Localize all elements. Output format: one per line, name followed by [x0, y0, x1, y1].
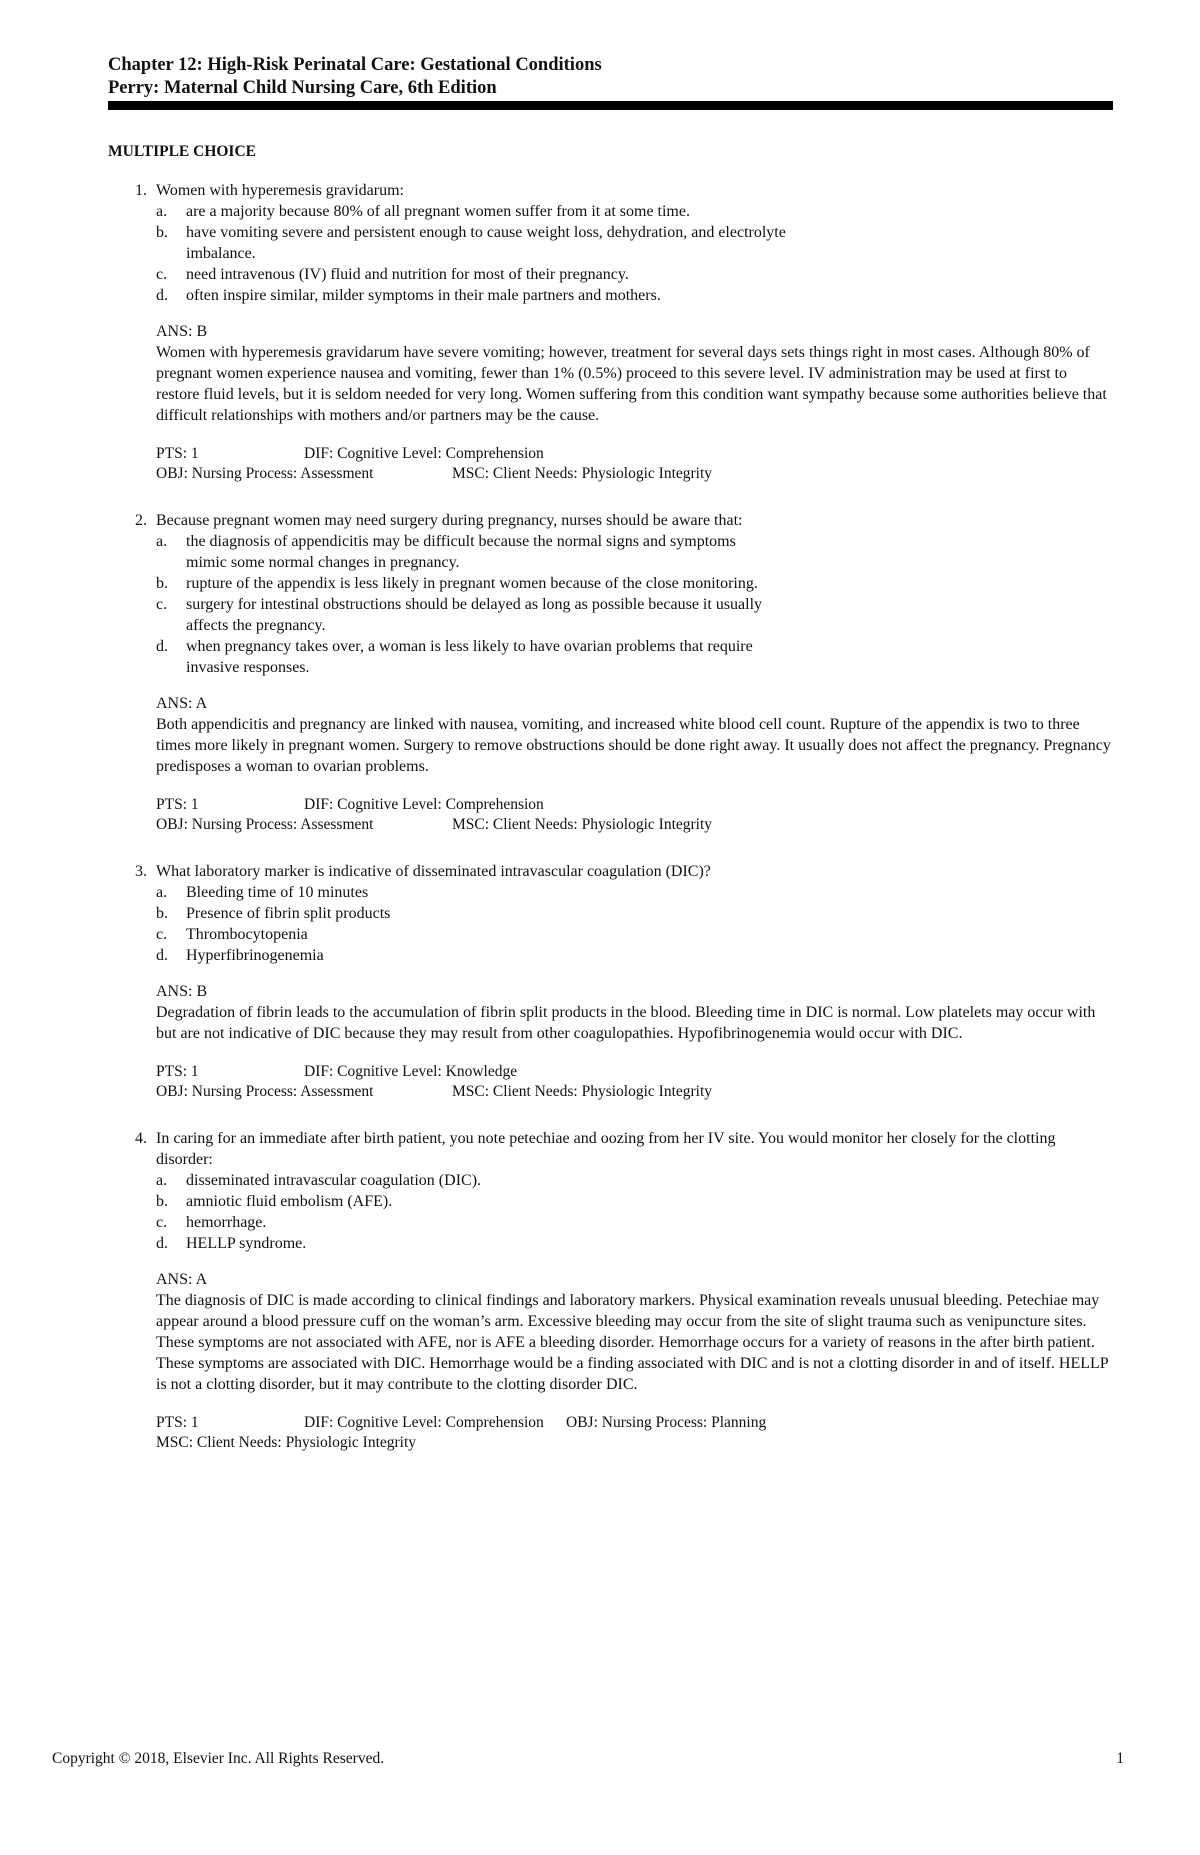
- msc-client-needs: MSC: Client Needs: Physiologic Integrity: [452, 465, 713, 482]
- question-stem: What laboratory marker is indicative of disseminated intravascular coagulation (DIC)?: [156, 863, 711, 880]
- option-text: the diagnosis of appendicitis may be difficult because the normal signs and symptoms mimic some normal changes in pregnancy.: [186, 533, 736, 571]
- points: PTS: 1: [156, 1414, 199, 1431]
- option-letter: b.: [156, 575, 168, 592]
- option-b: [156, 222, 786, 264]
- header-rule: [108, 101, 1113, 110]
- option-text: hemorrhage.: [186, 1214, 267, 1231]
- msc-client-needs: MSC: Client Needs: Physiologic Integrity: [156, 1434, 417, 1451]
- answer-options: [156, 531, 1112, 678]
- page-footer: [52, 1750, 1124, 1768]
- option-d: [156, 1233, 1112, 1254]
- points: PTS: 1: [156, 796, 199, 813]
- rationale: Both appendicitis and pregnancy are linked with nausea, vomiting, and increased white blood cell count. Rupture of the appendix is two to three times more likely in pregnant women. Surgery to remove obstructions should be done right away. It usually does not affect the pregnancy. Pregnancy predisposes a woman to ovarian problems.: [156, 716, 1111, 775]
- option-c: [156, 924, 1112, 945]
- rationale: Women with hyperemesis gravidarum have severe vomiting; however, treatment for several days sets things right in most cases. Although 80% of pregnant women experience nausea and vomiting, fewer than 1% (0.5%) proceed to this severe level. IV administration may be used at first to restore fluid levels, but it is seldom needed for very long. Women suffering from this condition want sympathy because some authorities believe that difficult relationships with mothers and/or partners may be the cause.: [156, 344, 1107, 424]
- difficulty: DIF: Cognitive Level: Comprehension: [304, 445, 544, 462]
- option-letter: d.: [156, 287, 168, 304]
- option-letter: d.: [156, 638, 168, 655]
- objective: OBJ: Nursing Process: Assessment: [156, 1083, 374, 1100]
- option-b: [156, 1191, 1112, 1212]
- option-text: Thrombocytopenia: [186, 926, 308, 943]
- option-a: [156, 201, 946, 222]
- option-letter: c.: [156, 1214, 168, 1231]
- msc-client-needs: MSC: Client Needs: Physiologic Integrity: [452, 816, 713, 833]
- answer-options: [156, 1170, 1112, 1254]
- question-content: [108, 141, 1112, 1479]
- option-letter: a.: [156, 533, 168, 550]
- chapter-title: Chapter 12: High-Risk Perinatal Care: Gestational Conditions: [108, 55, 602, 75]
- option-a: [156, 1170, 1112, 1191]
- option-letter: d.: [156, 947, 168, 964]
- option-a: [156, 882, 1112, 903]
- question-number: 1.: [135, 182, 147, 199]
- option-text: need intravenous (IV) fluid and nutrition for most of their pregnancy.: [186, 266, 629, 283]
- question-number: 3.: [135, 863, 147, 880]
- option-text: amniotic fluid embolism (AFE).: [186, 1193, 393, 1210]
- option-text: Bleeding time of 10 minutes: [186, 884, 369, 901]
- question-number: 4.: [135, 1130, 147, 1147]
- option-letter: b.: [156, 1193, 168, 1210]
- option-letter: a.: [156, 884, 168, 901]
- question-metadata: [156, 1062, 1112, 1102]
- answer-key: ANS: B: [156, 983, 208, 1000]
- option-text: HELLP syndrome.: [186, 1235, 307, 1252]
- difficulty: DIF: Cognitive Level: Comprehension: [304, 796, 544, 813]
- page-header: [108, 54, 1112, 100]
- question-1: [108, 180, 1112, 484]
- question-metadata: [156, 1413, 1112, 1453]
- page-number: 1: [1116, 1750, 1124, 1767]
- answer-key: ANS: B: [156, 323, 208, 340]
- question-number: 2.: [135, 512, 147, 529]
- option-text: have vomiting severe and persistent enough to cause weight loss, dehydration, and electrolyte imbalance.: [186, 224, 786, 262]
- option-b: [156, 573, 766, 594]
- objective: OBJ: Nursing Process: Assessment: [156, 465, 374, 482]
- option-text: Presence of fibrin split products: [186, 905, 391, 922]
- question-stem: Because pregnant women may need surgery during pregnancy, nurses should be aware that:: [156, 512, 743, 529]
- question-metadata: [156, 444, 1112, 484]
- option-text: disseminated intravascular coagulation (DIC).: [186, 1172, 482, 1189]
- option-text: are a majority because 80% of all pregnant women suffer from it at some time.: [186, 203, 690, 220]
- rationale: The diagnosis of DIC is made according to clinical findings and laboratory markers. Physical examination reveals unusual bleeding. Petechiae may appear around a blood pressure cuff on the woman’s arm. Excessive bleeding may occur from the site of slight trauma such as venipuncture sites. These symptoms are not associated with AFE, nor is AFE a bleeding disorder. Hemorrhage occurs for a variety of reasons in the after birth patient. These symptoms are associated with DIC. Hemorrhage would be a finding associated with DIC and is not a clotting disorder in and of itself. HELLP is not a clotting disorder, but it may contribute to the clotting disorder DIC.: [156, 1292, 1109, 1393]
- option-text: surgery for intestinal obstructions should be delayed as long as possible because it usually affects the pregnancy.: [186, 596, 763, 634]
- option-letter: b.: [156, 905, 168, 922]
- points: PTS: 1: [156, 445, 199, 462]
- option-b: [156, 903, 1112, 924]
- difficulty: DIF: Cognitive Level: Comprehension: [304, 1414, 544, 1431]
- msc-client-needs: MSC: Client Needs: Physiologic Integrity: [452, 1083, 713, 1100]
- option-letter: c.: [156, 596, 168, 613]
- option-text: Hyperfibrinogenemia: [186, 947, 324, 964]
- option-text: when pregnancy takes over, a woman is less likely to have ovarian problems that require invasive responses.: [186, 638, 753, 676]
- question-stem: Women with hyperemesis gravidarum:: [156, 182, 404, 199]
- option-letter: a.: [156, 203, 168, 220]
- question-metadata: [156, 795, 1112, 835]
- option-a: [156, 531, 766, 573]
- points: PTS: 1: [156, 1063, 199, 1080]
- option-c: [156, 594, 808, 636]
- option-c: [156, 1212, 1112, 1233]
- copyright-notice: Copyright © 2018, Elsevier Inc. All Rights Reserved.: [52, 1750, 385, 1767]
- objective: OBJ: Nursing Process: Assessment: [156, 816, 374, 833]
- answer-key: ANS: A: [156, 1271, 208, 1288]
- option-d: [156, 945, 1112, 966]
- difficulty: DIF: Cognitive Level: Knowledge: [304, 1063, 518, 1080]
- question-2: [108, 510, 1112, 835]
- option-letter: a.: [156, 1172, 168, 1189]
- option-letter: b.: [156, 224, 168, 241]
- option-text: often inspire similar, milder symptoms in their male partners and mothers.: [186, 287, 661, 304]
- option-d: [156, 285, 946, 306]
- option-letter: c.: [156, 926, 168, 943]
- rationale: Degradation of fibrin leads to the accumulation of fibrin split products in the blood. Bleeding time in DIC is normal. Low platelets may occur with but are not indicative of DIC because they may result from other coagulopathies. Hypofibrinogenemia would occur with DIC.: [156, 1004, 1096, 1042]
- answer-key: ANS: A: [156, 695, 208, 712]
- book-title: Perry: Maternal Child Nursing Care, 6th Edition: [108, 78, 497, 98]
- option-letter: d.: [156, 1235, 168, 1252]
- answer-options: [156, 201, 1112, 306]
- option-d: [156, 636, 808, 678]
- question-3: [108, 861, 1112, 1102]
- option-text: rupture of the appendix is less likely in pregnant women because of the close monitoring.: [186, 575, 758, 592]
- answer-options: [156, 882, 1112, 966]
- option-letter: c.: [156, 266, 168, 283]
- option-c: [156, 264, 946, 285]
- question-4: [108, 1128, 1112, 1453]
- objective: OBJ: Nursing Process: Planning: [566, 1414, 767, 1431]
- section-title: MULTIPLE CHOICE: [108, 143, 256, 160]
- question-stem: In caring for an immediate after birth patient, you note petechiae and oozing from her IV site. You would monitor her closely for the clotting disorder:: [156, 1130, 1056, 1168]
